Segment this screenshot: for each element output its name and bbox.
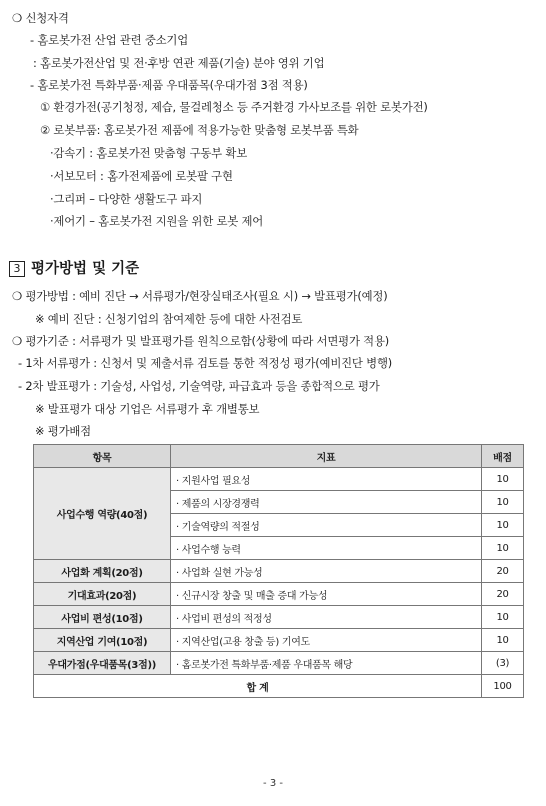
table-row <box>34 468 524 491</box>
qualification-line: : 홈로봇가전산업 및 전·후방 연관 제품(기술) 분야 영위 기업 <box>33 56 325 70</box>
indicator-cell: · 지원사업 필요성 <box>171 468 482 491</box>
evaluation-table <box>33 444 524 698</box>
circle-bullet-icon: ❍ <box>12 289 23 303</box>
qualification-line: - 홈로봇가전 산업 관련 중소기업 <box>30 33 189 47</box>
table-row <box>34 560 524 583</box>
table-row <box>34 652 524 675</box>
score-cell: 10 <box>482 606 524 629</box>
qualification-line: ② 로봇부품: 홈로봇가전 제품에 적용가능한 맞춤형 로봇부품 특화 <box>40 123 359 137</box>
page-number: - 3 - <box>263 778 283 789</box>
category-cell: 사업수행 역량(40점) <box>34 468 171 560</box>
category-cell: 지역산업 기여(10점) <box>34 629 171 652</box>
section-title: 평가방법 및 기준 <box>31 261 140 277</box>
table-header: 항목 <box>34 445 171 468</box>
qualification-line: ·감속기 : 홈로봇가전 맞춤형 구동부 확보 <box>50 146 248 160</box>
table-row <box>34 583 524 606</box>
qualification-line: ·그리퍼 – 다양한 생활도구 파지 <box>50 192 203 206</box>
qualification-line: ·제어기 – 홈로봇가전 지원을 위한 로봇 제어 <box>50 214 264 228</box>
score-cell: 10 <box>482 514 524 537</box>
section-heading <box>9 259 139 279</box>
circle-bullet-icon: ❍ <box>12 334 23 348</box>
stage1-line: - 1차 서류평가 : 신청서 및 제출서류 검토를 통한 적정성 평가(예비진단 병행) <box>18 356 393 370</box>
method-note: ※ 예비 진단 : 신청기업의 참여제한 등에 대한 사전검토 <box>35 312 303 326</box>
indicator-cell: · 사업수행 능력 <box>171 537 482 560</box>
total-label: 합 계 <box>34 675 482 698</box>
table-header: 배점 <box>482 445 524 468</box>
total-score: 100 <box>482 675 524 698</box>
note-line: ※ 평가배점 <box>35 424 91 438</box>
stage2-line: - 2차 발표평가 : 기술성, 사업성, 기술역량, 파급효과 등을 종합적으로 평가 <box>18 379 380 393</box>
score-cell: 10 <box>482 537 524 560</box>
indicator-cell: · 기술역량의 적절성 <box>171 514 482 537</box>
qualification-title: ❍ 신청자격 <box>12 11 69 25</box>
indicator-cell: · 지역산업(고용 창출 등) 기여도 <box>171 629 482 652</box>
total-row <box>34 675 524 698</box>
qualification-line: - 홈로봇가전 특화부품·제품 우대품목(우대가점 3점 적용) <box>30 78 308 92</box>
table-header-row <box>34 445 524 468</box>
category-cell: 기대효과(20점) <box>34 583 171 606</box>
score-cell: 20 <box>482 583 524 606</box>
score-cell: 10 <box>482 491 524 514</box>
category-cell: 사업화 계획(20점) <box>34 560 171 583</box>
criteria-line: ❍ 평가기준 : 서류평가 및 발표평가를 원칙으로함(상황에 따라 서면평가 적용) <box>12 334 390 348</box>
circle-bullet-icon: ❍ <box>12 11 23 25</box>
score-cell: (3) <box>482 652 524 675</box>
note-line: ※ 발표평가 대상 기업은 서류평가 후 개별통보 <box>35 402 260 416</box>
qualification-line: ·서보모터 : 홈가전제품에 로봇팔 구현 <box>50 169 233 183</box>
indicator-cell: · 사업비 편성의 적정성 <box>171 606 482 629</box>
category-cell: 우대가점(우대품목(3점)) <box>34 652 171 675</box>
indicator-cell: · 사업화 실현 가능성 <box>171 560 482 583</box>
section-number: 3 <box>9 261 25 277</box>
indicator-cell: · 홈로봇가전 특화부품·제품 우대품목 해당 <box>171 652 482 675</box>
qualification-line: ① 환경가전(공기청정, 제습, 물걸레청소 등 주거환경 가사보조를 위한 로봇가전) <box>40 100 428 114</box>
method-line: ❍ 평가방법 : 예비 진단 → 서류평가/현장실태조사(필요 시) → 발표평가(예정) <box>12 289 388 303</box>
table-header: 지표 <box>171 445 482 468</box>
category-cell: 사업비 편성(10점) <box>34 606 171 629</box>
score-cell: 20 <box>482 560 524 583</box>
indicator-cell: · 신규시장 창출 및 매출 증대 가능성 <box>171 583 482 606</box>
score-cell: 10 <box>482 629 524 652</box>
table-row <box>34 606 524 629</box>
table-row <box>34 629 524 652</box>
score-cell: 10 <box>482 468 524 491</box>
indicator-cell: · 제품의 시장경쟁력 <box>171 491 482 514</box>
